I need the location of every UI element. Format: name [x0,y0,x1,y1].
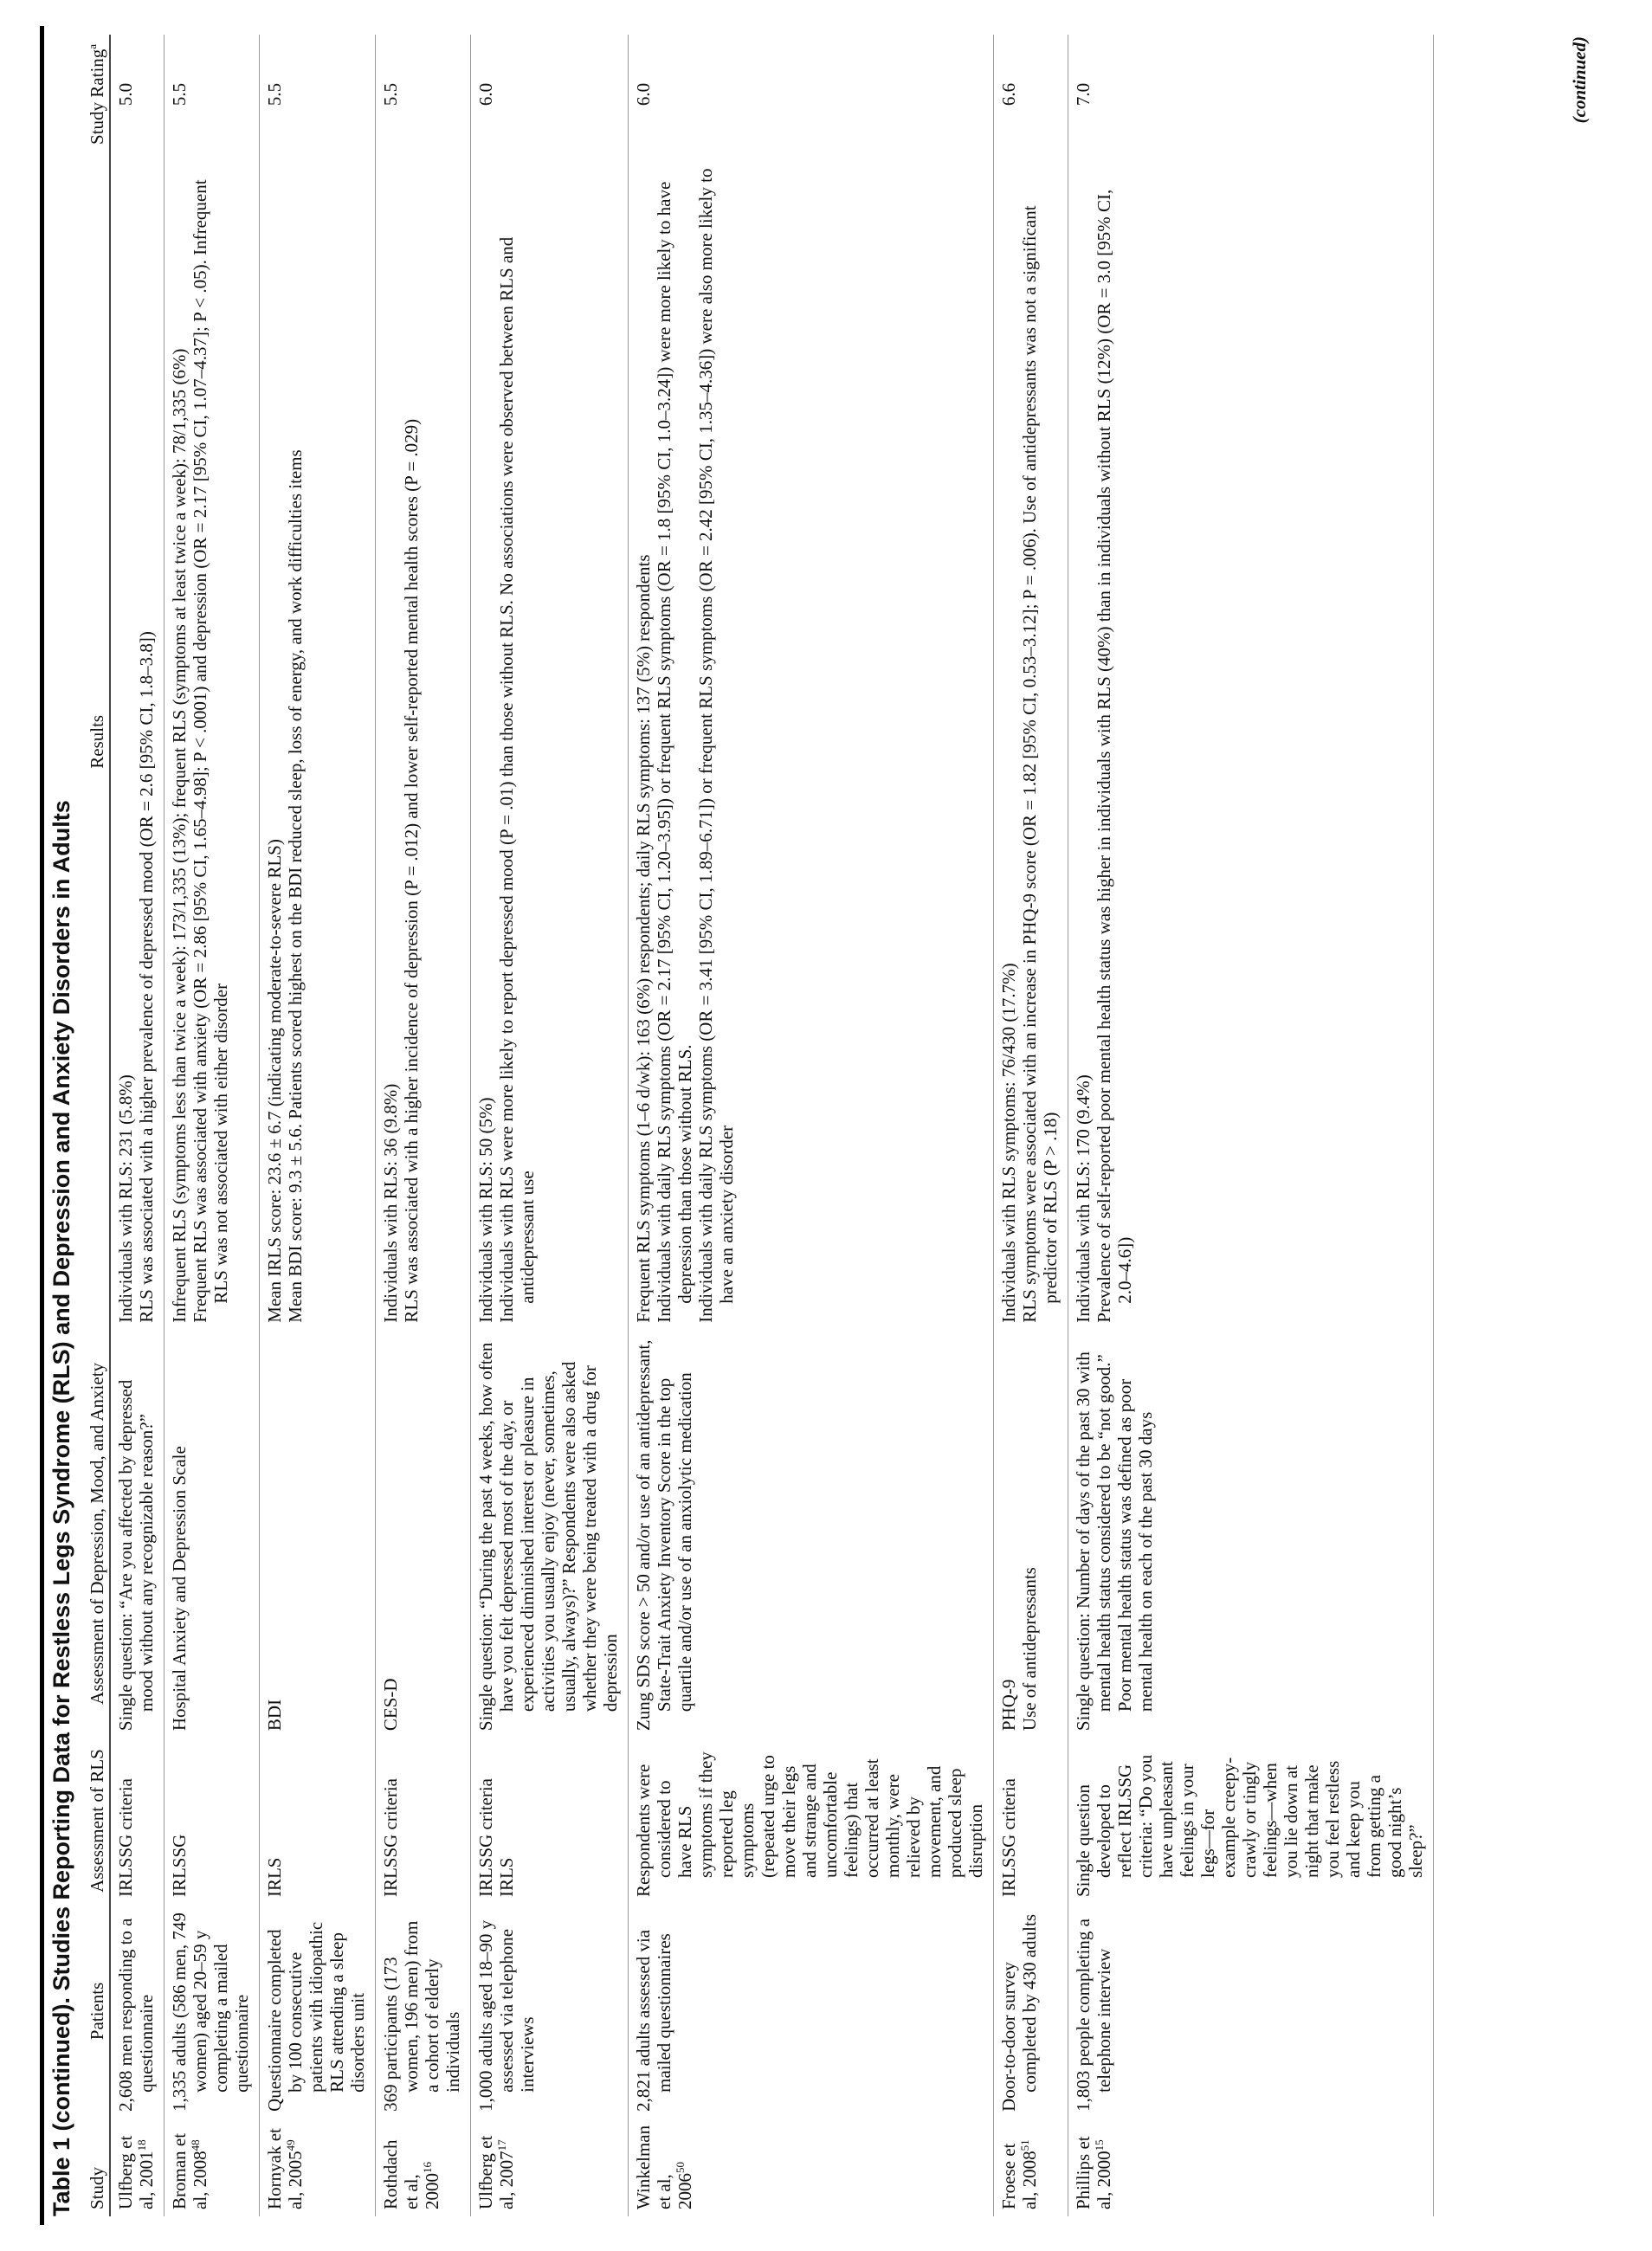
study-name: Hornyak et al, 2005 [264,2128,306,2209]
reference-number: 48 [189,2139,202,2151]
depression-assessment-line: Single question: “Are you affected by depressed mood without any recognizable reason?” [115,1379,157,1732]
studies-table [83,35,1434,2216]
patients-text: 1,000 adults aged 18–90 y assessed via telephone interviews [475,1919,538,2112]
results-line: Individuals with RLS: 50 (5%) [475,1097,496,1323]
patients-text: 369 participants (173 women, 196 men) from a cohort of elderly individuals [380,1920,463,2112]
depression-assessment-line: CES-D [380,1678,401,1732]
table-row [1068,35,1434,2216]
table-row [471,35,629,2216]
results-line: Mean BDI score: 9.3 ± 5.6. Patients scored highest on the BDI reduced sleep, loss of energy, and work difficulties items [285,449,306,1323]
study-name: Broman et al, 2008 [169,2132,210,2209]
header-row [83,35,110,2216]
study-cell [376,2119,471,2216]
reference-number: 16 [421,2162,434,2173]
study-cell [1068,2119,1434,2216]
rls-assessment-line: Respondents were considered to have RLS symptoms if they reported leg symptoms (repeated urge to move their legs and strange and uncomfortable feelings) that occurred at least monthly, were relieved by movement, and produced sleep disruption [633,1751,986,1898]
depression-assessment-line: Single question: “During the past 4 weeks, how often have you felt depressed most of the day, or experienced diminished interest or pleasure in activities you usually enjoy (never, sometimes, usually, always)?” Respondents were also asked whether they were being treated with a drug for depression [475,1342,621,1732]
rating-cell: 7.0 [1068,35,1434,154]
results-line: Individuals with RLS: 231 (5.8%) [115,1074,136,1323]
patients-cell [471,1904,629,2119]
rls-assessment-line: IRLSSG criteria [998,1777,1019,1898]
results-cell [165,154,260,1330]
study-cell [471,2119,629,2216]
rls-assessment-cell [1068,1738,1434,1904]
study-name: Phillips et al, 2000 [1073,2136,1114,2209]
patients-cell [994,1904,1068,2119]
header-rating [83,35,110,154]
depression-assessment-line: Zung SDS score > 50 and/or use of an antidepressant, State-Trait Anxiety Inventory Score in the top quartile and/or use of an anxiolytic medication [633,1339,695,1732]
patients-text: Questionnaire completed by 100 consecutive patients with idiopathic RLS attending a sleep disorders unit [264,1921,368,2112]
depression-assessment-line: BDI [264,1699,285,1732]
study-cell [629,2119,994,2216]
header-results: Results [83,154,110,1330]
patients-cell [1068,1904,1434,2119]
top-rule [40,26,44,2225]
patients-cell [629,1904,994,2119]
patients-text: 1,335 adults (586 men, 749 women) aged 20–59 y completing a mailed questionnaire [169,1912,252,2112]
footnote-marker: a [86,43,99,49]
table-row [165,35,260,2216]
rating-cell: 5.5 [260,35,376,154]
table-row [110,35,165,2216]
header-rating-label: Study Rating [87,48,107,145]
study-cell [260,2119,376,2216]
patients-text: 1,803 people completing a telephone interview [1073,1919,1114,2112]
results-line: Frequent RLS was associated with anxiety (OR = 2.86 [95% CI, 1.65–4.98]; P < .0001) and depression (OR = 2.17 [95% CI, 1.07–4.37]; P < .05). Infrequent RLS was not associated with either disorder [190,179,231,1323]
rls-assessment-cell [260,1738,376,1904]
rating-cell: 6.0 [629,35,994,154]
depression-assessment-line: Use of antidepressants [1019,1567,1040,1732]
reference-number: 49 [284,2139,297,2151]
rating-cell: 5.5 [376,35,471,154]
patients-text: Door-to-door survey completed by 430 adults [998,1913,1040,2112]
continued-note: (continued) [1569,36,1590,124]
results-cell [471,154,629,1330]
results-line: Frequent RLS symptoms (1–6 d/wk): 163 (6%) respondents; daily RLS symptoms: 137 (5%) respondents [633,554,654,1323]
study-name: Rothdach et al, 2000 [380,2139,442,2209]
study-name: Ulfberg et al, 2001 [115,2135,157,2209]
patients-text: 2,821 adults assessed via mailed questionnaires [633,1929,674,2112]
results-line: Individuals with RLS: 170 (9.4%) [1073,1074,1094,1323]
header-rls: Assessment of RLS [83,1738,110,1904]
rls-assessment-cell [994,1738,1068,1904]
results-cell [260,154,376,1330]
patients-cell [165,1904,260,2119]
results-line: Mean IRLS score: 23.6 ± 6.7 (indicating moderate-to-severe RLS) [264,839,285,1323]
results-line: RLS was associated with a higher prevalence of depressed mood (OR = 2.6 [95% CI, 1.8–3.8]) [136,631,157,1323]
patients-cell [376,1904,471,2119]
rls-assessment-cell [165,1738,260,1904]
rls-assessment-line: Single question developed to reflect IRLSSG criteria: “Do you have unpleasant feelings in your legs—for example creepy-crawly or tingly feelings—when you lie down at night that make you feel restless and keep you from getting a good night’s sleep?” [1073,1754,1426,1898]
results-line: Individuals with daily RLS symptoms (OR = 2.17 [95% CI, 1.20–3.95]) or frequent RLS symptoms (OR = 1.8 [95% CI, 1.0–3.24]) were more likely to have depression than those without RLS. [654,181,695,1323]
results-cell [994,154,1068,1330]
rls-assessment-cell [376,1738,471,1904]
reference-number: 17 [495,2139,508,2151]
study-name: Froese et al, 2008 [998,2143,1040,2209]
patients-cell [110,1904,165,2119]
depression-assessment-cell [1068,1330,1434,1738]
rls-assessment-line: IRLSSG [169,1834,190,1898]
depression-assessment-line: Hospital Anxiety and Depression Scale [169,1446,190,1732]
study-name: Ulfberg et al, 2007 [475,2135,517,2209]
table-row [629,35,994,2216]
depression-assessment-cell [110,1330,165,1738]
depression-assessment-cell [260,1330,376,1738]
table-title: Table 1 (continued). Studies Reporting Data for Restless Legs Syndrome (RLS) and Depression and Anxiety Disorders in Adults [48,800,74,2216]
header-depression: Assessment of Depression, Mood, and Anxiety [83,1330,110,1738]
reference-number: 50 [674,2162,687,2173]
rls-assessment-line: IRLSSG criteria [115,1777,136,1898]
rls-assessment-line: IRLSSG criteria [475,1777,496,1898]
results-cell [629,154,994,1330]
patients-text: 2,608 men responding to a questionnaire [115,1918,157,2112]
table-row [260,35,376,2216]
rls-assessment-line: IRLS [496,1857,517,1898]
patients-cell [260,1904,376,2119]
depression-assessment-cell [165,1330,260,1738]
rating-cell: 6.0 [471,35,629,154]
results-line: Prevalence of self-reported poor mental health status was higher in individuals with RLS (40%) than in individuals without RLS (12%) (OR = 3.0 [95% CI, 2.0–4.6]) [1094,189,1135,1323]
results-line: Individuals with RLS symptoms: 76/430 (17.7%) [998,963,1019,1323]
rating-cell: 5.0 [110,35,165,154]
study-cell [165,2119,260,2216]
depression-assessment-cell [471,1330,629,1738]
results-cell [376,154,471,1330]
results-cell [110,154,165,1330]
results-line: Individuals with RLS were more likely to report depressed mood (P = .01) than those without RLS. No associations were observed between RLS and antidepressant use [496,236,538,1323]
rls-assessment-cell [471,1738,629,1904]
rls-assessment-line: IRLSSG criteria [380,1777,401,1898]
rls-assessment-cell [110,1738,165,1904]
results-line: Individuals with RLS: 36 (9.8%) [380,1083,401,1323]
results-line: Individuals with daily RLS symptoms (OR = 3.41 [95% CI, 1.89–6.71]) or frequent RLS symptoms (OR = 2.42 [95% CI, 1.35–4.36]) were also more likely to have an anxiety disorder [695,168,737,1323]
reference-number: 15 [1093,2139,1106,2151]
depression-assessment-cell [376,1330,471,1738]
depression-assessment-cell [994,1330,1068,1738]
rating-cell: 5.5 [165,35,260,154]
depression-assessment-cell [629,1330,994,1738]
results-line: Infrequent RLS (symptoms less than twice a week): 173/1,335 (13%); frequent RLS (symptoms at least twice a week): 78/1,335 (6%) [169,348,190,1323]
study-name: Winkelman et al, 2006 [633,2125,695,2209]
reference-number: 18 [135,2139,148,2151]
results-line: RLS was associated with a higher incidence of depression (P = .012) and lower self-reported mental health scores (P = .029) [401,418,422,1323]
rls-assessment-cell [629,1738,994,1904]
table-row [994,35,1068,2216]
study-cell [110,2119,165,2216]
rls-assessment-line: IRLS [264,1857,285,1898]
reference-number: 51 [1018,2139,1031,2151]
header-patients: Patients [83,1904,110,2119]
study-cell [994,2119,1068,2216]
depression-assessment-line: Single question: Number of days of the past 30 with mental health status considered to be “not good.” Poor mental health status was defined as poor mental health on each of the past 30 days [1073,1351,1156,1732]
results-cell [1068,154,1434,1330]
header-study: Study [83,2119,110,2216]
results-line: RLS symptoms were associated with an increase in PHQ-9 score (OR = 1.82 [95% CI, 0.53–3.12]; P = .006). Use of antidepressants was not a significant predictor of RLS (P > .18) [1019,205,1061,1323]
table-row [376,35,471,2216]
rating-cell: 6.6 [994,35,1068,154]
depression-assessment-line: PHQ-9 [998,1679,1019,1732]
